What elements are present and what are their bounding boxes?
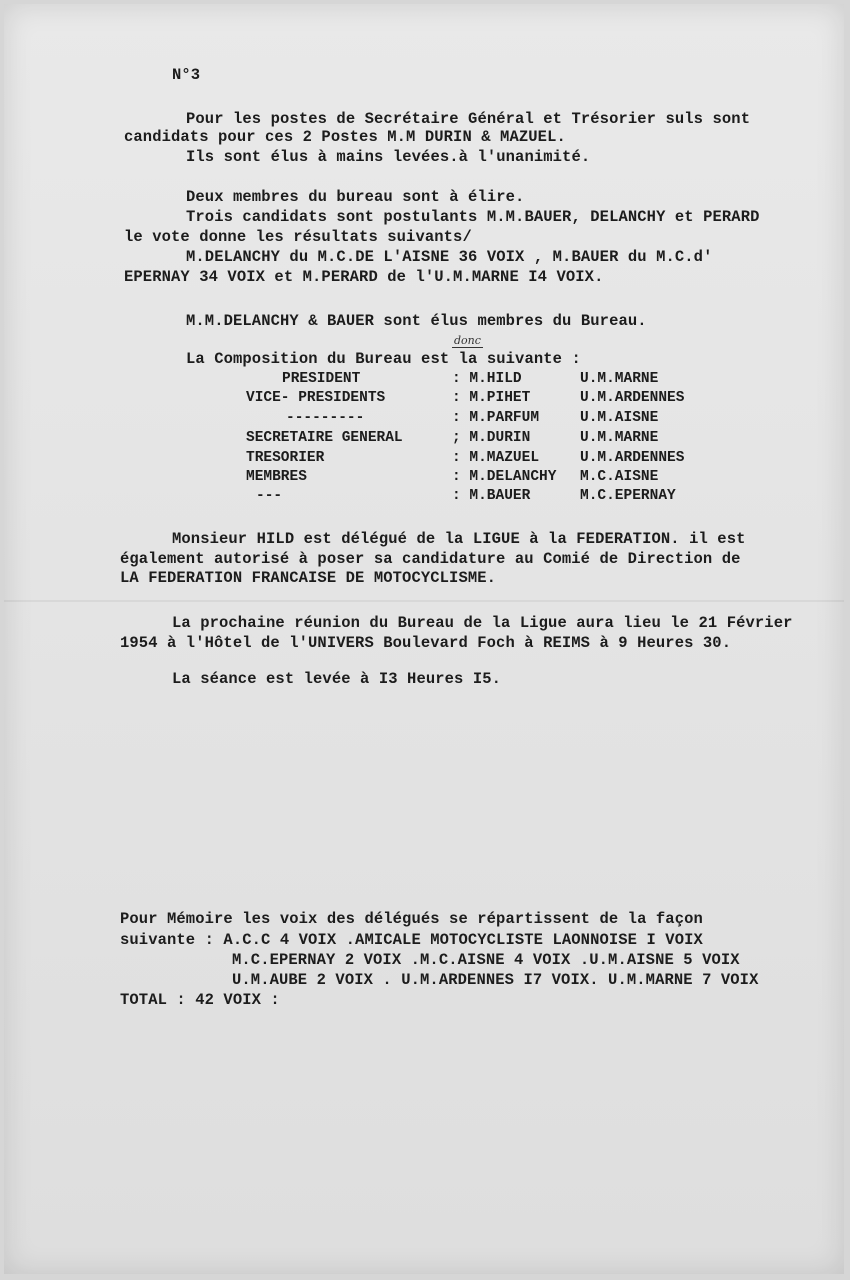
bureau-club: U.M.MARNE xyxy=(580,430,659,446)
bureau-club: U.M.ARDENNES xyxy=(580,450,685,466)
text-line: Ils sont élus à mains levées.à l'unanimité. xyxy=(186,148,591,166)
bureau-name: : M.MAZUEL xyxy=(452,450,540,466)
bureau-name: : M.HILD xyxy=(452,371,522,387)
text-line: TOTAL : 42 VOIX : xyxy=(120,991,280,1009)
bureau-name: : M.PARFUM xyxy=(452,410,540,426)
text-line: Monsieur HILD est délégué de la LIGUE à la FEDERATION. il est xyxy=(172,530,746,548)
bureau-club: U.M.MARNE xyxy=(580,371,659,387)
bureau-role: SECRETAIRE GENERAL xyxy=(246,430,403,446)
bureau-name: : M.PIHET xyxy=(452,390,531,406)
text-line: Pour les postes de Secrétaire Général et Trésorier suls sont xyxy=(186,110,751,128)
text-line: EPERNAY 34 VOIX et M.PERARD de l'U.M.MARNE I4 VOIX. xyxy=(124,268,604,286)
text-line: La Composition du Bureau est la suivante : xyxy=(186,350,581,368)
text-line: M.DELANCHY du M.C.DE L'AISNE 36 VOIX , M.BAUER du M.C.d' xyxy=(186,248,713,266)
bureau-club: M.C.EPERNAY xyxy=(580,488,676,504)
bureau-club: U.M.AISNE xyxy=(580,410,659,426)
bureau-role: MEMBRES xyxy=(246,469,307,485)
text-line: Deux membres du bureau sont à élire. xyxy=(186,188,525,206)
bureau-name: : M.DELANCHY xyxy=(452,469,557,485)
text-line: LA FEDERATION FRANCAISE DE MOTOCYCLISME. xyxy=(120,569,497,587)
text-line: M.M.DELANCHY & BAUER sont élus membres du Bureau. xyxy=(186,312,647,330)
bureau-role: PRESIDENT xyxy=(282,371,361,387)
text-line: 1954 à l'Hôtel de l'UNIVERS Boulevard Foch à REIMS à 9 Heures 30. xyxy=(120,634,732,652)
text-line: Trois candidats sont postulants M.M.BAUER, DELANCHY et PERARD xyxy=(186,208,760,226)
paper-fold-line xyxy=(4,600,844,602)
bureau-club: U.M.ARDENNES xyxy=(580,390,685,406)
bureau-club: M.C.AISNE xyxy=(580,469,659,485)
text-line: La prochaine réunion du Bureau de la Ligue aura lieu le 21 Février xyxy=(172,614,793,632)
bureau-name: ; M.DURIN xyxy=(452,430,531,446)
text-line: Pour Mémoire les voix des délégués se répartissent de la façon xyxy=(120,910,703,928)
text-line: le vote donne les résultats suivants/ xyxy=(124,228,472,246)
bureau-role: VICE- PRESIDENTS xyxy=(246,390,386,406)
text-line: M.C.EPERNAY 2 VOIX .M.C.AISNE 4 VOIX .U.M.AISNE 5 VOIX xyxy=(232,951,740,969)
handwritten-annotation: donc xyxy=(454,334,481,347)
bureau-name: : M.BAUER xyxy=(452,488,531,504)
text-line: suivante : A.C.C 4 VOIX .AMICALE MOTOCYCLISTE LAONNOISE I VOIX xyxy=(120,931,703,949)
text-line: également autorisé à poser sa candidature au Comié de Direction de xyxy=(120,550,741,568)
bureau-role: --------- xyxy=(286,410,365,426)
bureau-role: --- xyxy=(256,488,283,504)
bureau-role: TRESORIER xyxy=(246,450,325,466)
text-line: La séance est levée à I3 Heures I5. xyxy=(172,670,502,688)
text-line: U.M.AUBE 2 VOIX . U.M.ARDENNES I7 VOIX. U.M.MARNE 7 VOIX xyxy=(232,971,759,989)
page-number: N°3 xyxy=(172,66,201,84)
text-line: candidats pour ces 2 Postes M.M DURIN & MAZUEL. xyxy=(124,128,566,146)
